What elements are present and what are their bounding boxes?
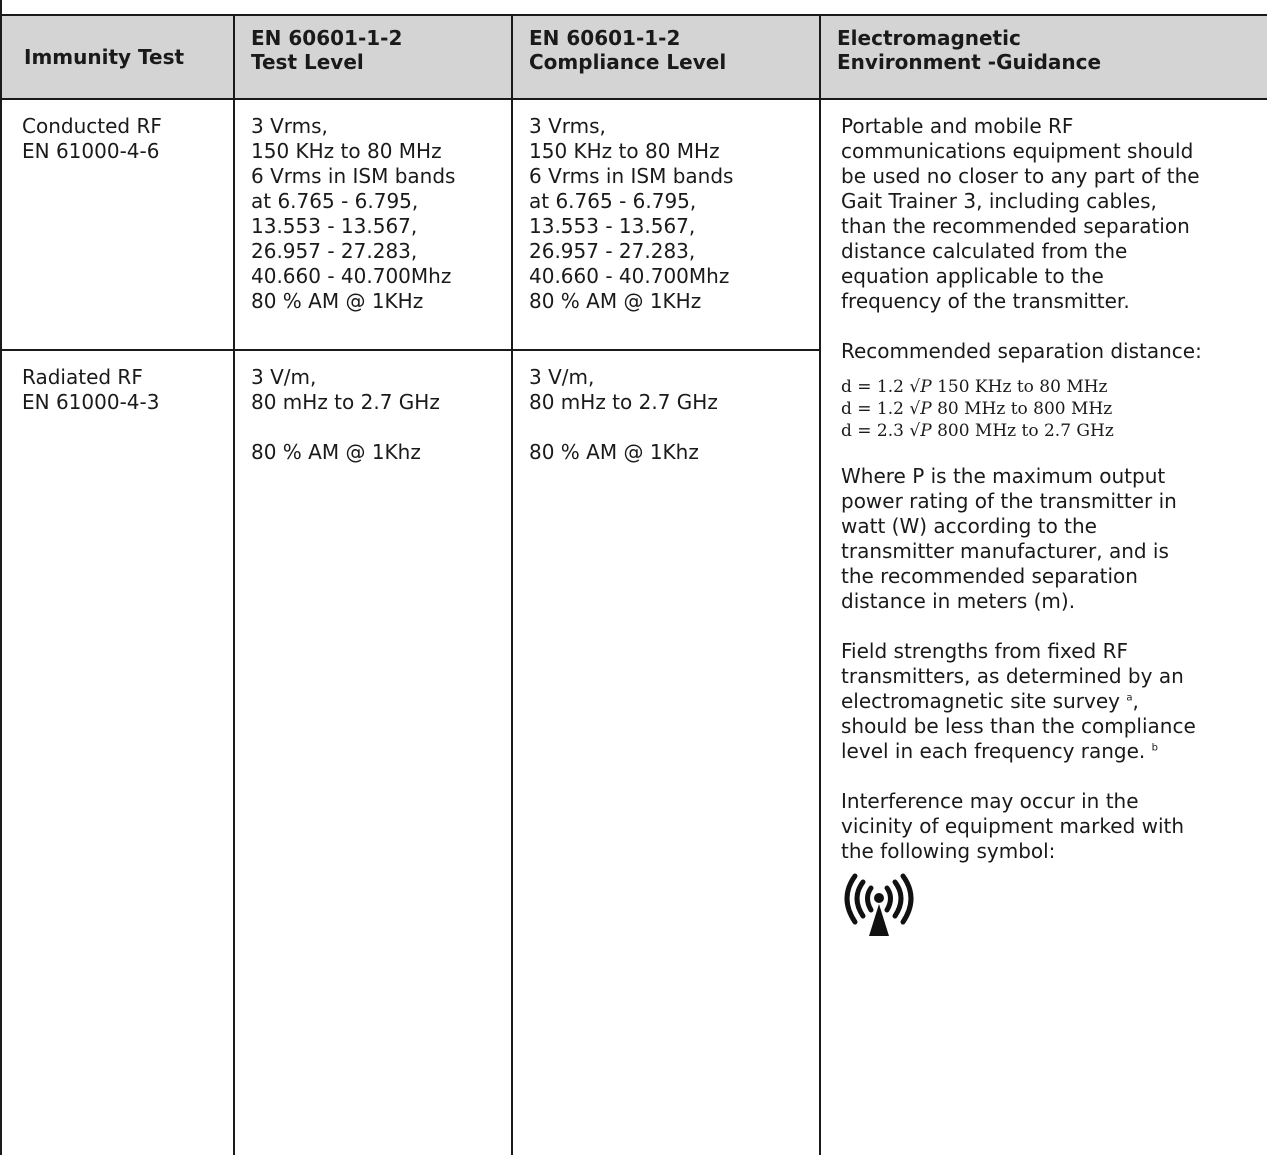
compliance-level-line: 40.660 - 40.700Mhz [529,264,730,288]
guidance-line: electromagnetic site survey $^a$, [841,689,1139,713]
header-test-level-line: EN 60601-1-2 [251,26,403,50]
distance-formula: d = 1.2 √P 80 MHz to 800 MHz [841,399,1113,419]
spacer [251,415,511,440]
guidance-line: distance calculated from the [841,239,1128,263]
table-top-border-segment [0,0,2,14]
compliance-level-line: 3 Vrms, [529,114,606,138]
conducted-rf-test-level-cell [234,99,512,350]
test-level-line: 13.553 - 13.567, [251,214,418,238]
test-level-line: 26.957 - 27.283, [251,239,418,263]
compliance-level-line: 3 V/m, [529,365,595,389]
guidance-line: Gait Trainer 3, including cables, [841,189,1157,213]
compliance-level-line: at 6.765 - 6.795, [529,189,697,213]
header-guidance-line: Electromagnetic [837,26,1021,50]
guidance-line: Portable and mobile RF [841,114,1074,138]
guidance-line: watt (W) according to the [841,514,1097,538]
header-guidance [820,15,1267,99]
test-level-line: 80 % AM @ 1KHz [251,289,424,313]
test-name: Radiated RF [22,365,143,389]
test-name: Conducted RF [22,114,162,138]
test-level-line: 3 Vrms, [251,114,328,138]
guidance-intro [841,114,1267,314]
footnote-b: b [1151,742,1158,754]
guidance-line: vicinity of equipment marked with [841,814,1185,838]
radiated-rf-test-level-cell [234,350,512,1155]
test-standard: EN 61000-4-6 [22,139,160,163]
guidance-line: communications equipment should [841,139,1194,163]
header-test-level-line: Test Level [251,50,364,74]
compliance-level-line: 80 % AM @ 1Khz [529,440,699,464]
distance-formulas [841,376,1267,442]
test-level-line: 80 % AM @ 1Khz [251,440,421,464]
conducted-rf-test-cell [1,99,234,350]
header-compliance-level-line: EN 60601-1-2 [529,26,681,50]
test-level-line: 3 V/m, [251,365,317,389]
header-test-level [234,15,512,99]
guidance-line: than the recommended separation [841,214,1190,238]
test-level-line: 80 mHz to 2.7 GHz [251,390,440,414]
compliance-level-line: 13.553 - 13.567, [529,214,696,238]
distance-formula: d = 1.2 √P 150 KHz to 80 MHz [841,377,1108,397]
compliance-level-line: 80 mHz to 2.7 GHz [529,390,718,414]
compliance-level-line: 80 % AM @ 1KHz [529,289,702,313]
emc-immunity-table [0,14,1267,1155]
compliance-level-line: 150 KHz to 80 MHz [529,139,720,163]
conducted-rf-compliance-level-cell [512,99,820,350]
guidance-line: power rating of the transmitter in [841,489,1177,513]
header-compliance-level-line: Compliance Level [529,50,727,74]
radiated-rf-test-cell [1,350,234,1155]
test-level-line: at 6.765 - 6.795, [251,189,419,213]
guidance-line: distance in meters (m). [841,589,1076,613]
guidance-line: transmitter manufacturer, and is [841,539,1169,563]
test-level-line: 40.660 - 40.700Mhz [251,264,452,288]
guidance-line: Interference may occur in the [841,789,1139,813]
recommended-distance-heading: Recommended separation distance: [841,339,1202,363]
guidance-interference [841,789,1267,864]
guidance-line: the following symbol: [841,839,1056,863]
compliance-level-line: 26.957 - 27.283, [529,239,696,263]
guidance-line: should be less than the compliance [841,714,1196,738]
compliance-level-line: 6 Vrms in ISM bands [529,164,734,188]
guidance-line: equation applicable to the [841,264,1104,288]
guidance-line: Where P is the maximum output [841,464,1166,488]
guidance-line: be used no closer to any part of the [841,164,1200,188]
table-row [1,99,1267,350]
guidance-where [841,464,1267,614]
distance-formula: d = 2.3 √P 800 MHz to 2.7 GHz [841,421,1114,441]
test-level-line: 150 KHz to 80 MHz [251,139,442,163]
header-compliance-level [512,15,820,99]
test-standard: EN 61000-4-3 [22,390,160,414]
guidance-cell [820,99,1267,1155]
non-ionizing-radiation-icon [841,868,1267,944]
header-immunity-test: Immunity Test [1,15,234,99]
header-row [1,15,1267,99]
footnote-a: a [1126,692,1133,704]
radiated-rf-compliance-level-cell [512,350,820,1155]
guidance-field-strengths [841,639,1267,764]
guidance-line: frequency of the transmitter. [841,289,1130,313]
guidance-line: the recommended separation [841,564,1138,588]
header-guidance-line: Environment -Guidance [837,50,1102,74]
spacer [529,415,819,440]
guidance-line: transmitters, as determined by an [841,664,1184,688]
guidance-line: level in each frequency range. $^b$ [841,739,1158,763]
guidance-line: Field strengths from fixed RF [841,639,1129,663]
test-level-line: 6 Vrms in ISM bands [251,164,456,188]
